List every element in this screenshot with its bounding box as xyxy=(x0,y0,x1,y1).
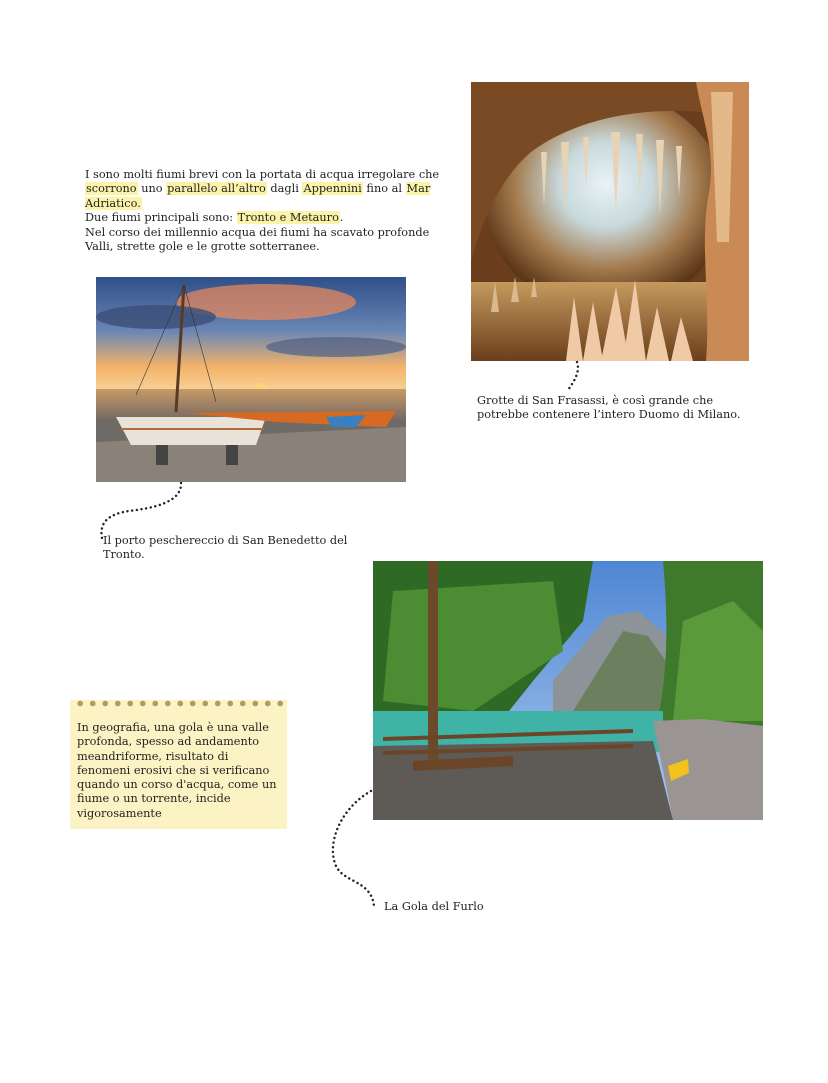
text-run: dagli xyxy=(266,182,303,196)
port-photo-drawing xyxy=(96,277,406,482)
definition-note xyxy=(70,700,287,829)
highlighted-text: Appennini xyxy=(303,182,362,196)
intro-paragraph-2 xyxy=(85,211,445,225)
connector-dotted-line xyxy=(326,788,386,913)
cave-photo-drawing xyxy=(471,82,749,361)
highlighted-text: Mar Adriatico. xyxy=(85,182,431,210)
cave-photo xyxy=(471,82,749,361)
gorge-photo xyxy=(373,561,763,820)
intro-paragraph-1 xyxy=(85,168,445,211)
gorge-photo-drawing xyxy=(373,561,763,820)
note-dots-border xyxy=(74,700,286,707)
intro-paragraph-3: Nel corso dei millennio acqua dei fiumi ha scavato profonde Valli, strette gole e le grotte sotterranee. xyxy=(85,225,430,254)
text-run: Due fiumi principali sono: xyxy=(85,211,237,225)
text-run: uno xyxy=(137,182,167,196)
port-caption: Il porto peschereccio di San Benedetto del Tronto. xyxy=(103,534,348,562)
highlighted-text: parallelo all’altro xyxy=(167,182,266,196)
gorge-caption: La Gola del Furlo xyxy=(384,900,484,913)
text-run: I sono molti fiumi brevi con la portata di acqua irregolare che xyxy=(85,168,440,181)
text-run: . xyxy=(339,211,344,225)
highlighted-text: scorrono xyxy=(86,182,137,196)
connector-dotted-line xyxy=(94,480,189,542)
text-run: fino al xyxy=(362,182,406,196)
connector-dotted-line xyxy=(560,360,590,395)
note-text: In geografia, una gola è una valle profonda, spesso ad andamento meandriforme, risultato di fenomeni erosivi che si verificano quando un corso d'acqua, come un fiume o un torrente, incide vigorosamente xyxy=(77,721,277,820)
cave-caption: Grotte di San Frasassi, è così grande che potrebbe contenere l’intero Duomo di Milano. xyxy=(477,394,741,422)
port-photo xyxy=(96,277,406,482)
intro-text xyxy=(85,168,445,254)
highlighted-text: Tronto e Metauro xyxy=(237,211,339,225)
